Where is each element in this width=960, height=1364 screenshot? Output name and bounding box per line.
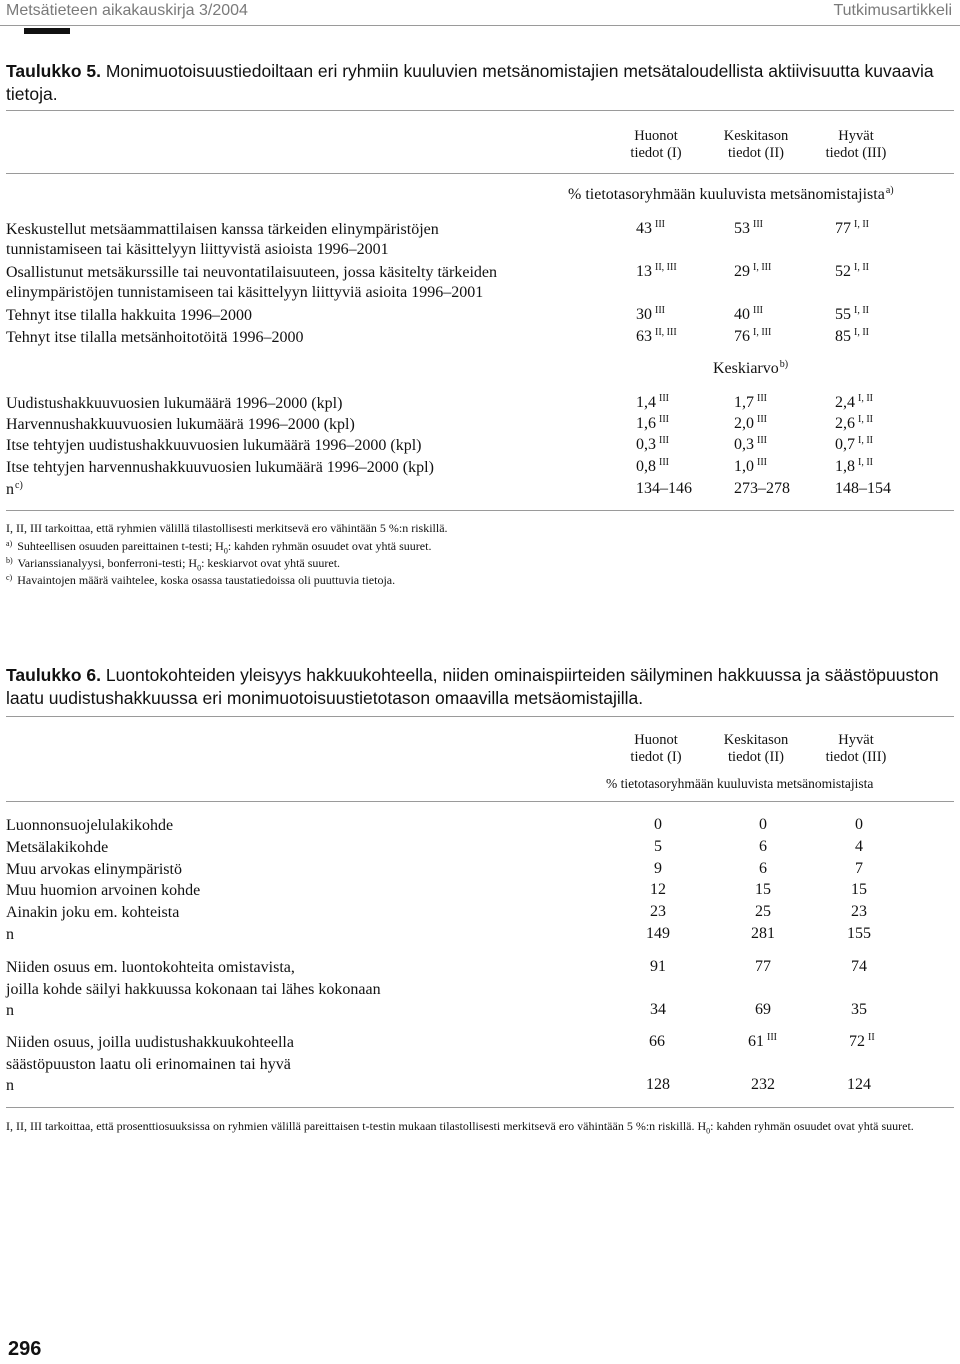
table5-row-1-label xyxy=(6,220,439,260)
table6-c-c1: 66 xyxy=(649,1033,665,1050)
table6-b-c2: 77 xyxy=(755,958,771,975)
note-text: Varianssianalyysi, bonferroni-testi; H xyxy=(14,556,198,570)
label-line1: Niiden osuus, joilla uudistushakkuukohteella xyxy=(6,1034,294,1051)
label-line2: tunnistamiseen tai käsittelyyn liittyvistä asioista 1996–2001 xyxy=(6,241,389,258)
table6-n2-c1: 34 xyxy=(650,1001,666,1018)
table6-b-c1: 91 xyxy=(650,958,666,975)
table5-r2-c3 xyxy=(835,263,869,281)
subhead-text: % tietotasoryhmään kuuluvista metsänomistajista xyxy=(568,186,885,203)
sig: I, II xyxy=(858,457,873,468)
value: 2,6 xyxy=(835,415,855,432)
table5-caption-label: Taulukko 5. xyxy=(6,61,101,81)
sig: III xyxy=(753,219,763,230)
table5-mean-row-3-label: Itse tehtyjen uudistushakkuuvuosien lukumäärä 1996–2000 (kpl) xyxy=(6,437,422,454)
table5-m1-c3 xyxy=(835,394,873,412)
sig: III xyxy=(757,435,767,446)
col-line1: Huonot xyxy=(634,128,678,144)
label-line2: elinympäristöjen tunnistamiseen tai käsittelyyn liittyviä asioita 1996–2001 xyxy=(6,284,484,301)
sig: III xyxy=(659,435,669,446)
value: 63 xyxy=(636,328,652,345)
sig: III xyxy=(659,414,669,425)
col-line1: Huonot xyxy=(634,732,678,748)
label-line2: joilla kohde säilyi hakkuussa kokonaan tai lähes kokonaan xyxy=(6,981,381,998)
sig: I, III xyxy=(753,327,772,338)
table6-header-rule xyxy=(6,801,954,802)
subhead-sup: b) xyxy=(779,359,789,370)
table6-r2-c3: 4 xyxy=(855,838,863,855)
note-text2: : kahden ryhmän osuudet ovat yhtä suuret. xyxy=(710,1119,914,1133)
table6-n1-c3: 155 xyxy=(847,925,871,942)
col-line2: tiedot (II) xyxy=(728,145,784,161)
value: 53 xyxy=(734,220,750,237)
table5-row-4-label: Tehnyt itse tilalla metsänhoitotöitä 1996–2000 xyxy=(6,329,304,346)
table6-c-c3 xyxy=(849,1033,875,1051)
label-line2: säästöpuuston laatu oli erinomainen tai hyvä xyxy=(6,1056,291,1073)
table6-note xyxy=(6,1118,956,1139)
table6-r2-c2: 6 xyxy=(759,838,767,855)
col-line1: Keskitason xyxy=(723,732,789,748)
value: 13 xyxy=(636,263,652,280)
table5-row-2-label xyxy=(6,263,497,303)
table5-m3-c1 xyxy=(636,436,669,454)
table6-n3-label: n xyxy=(6,1077,14,1094)
n-sup: c) xyxy=(15,480,23,491)
table6-pct-subhead: % tietotasoryhmään kuuluvista metsänomistajista xyxy=(606,776,874,791)
value: 40 xyxy=(734,306,750,323)
col-line2: tiedot (I) xyxy=(630,749,682,765)
table5-r4-c1 xyxy=(636,328,677,346)
value: 2,4 xyxy=(835,394,855,411)
note-text2: : keskiarvot ovat yhtä suuret. xyxy=(201,556,341,570)
table6-bottom-rule xyxy=(6,1107,954,1108)
label-line1: Osallistunut metsäkurssille tai neuvontatilaisuuteen, jossa käsitelty tärkeiden xyxy=(6,264,498,281)
col-line2: tiedot (II) xyxy=(728,749,784,765)
table6-n2-label: n xyxy=(6,1002,14,1019)
table6-r3-c1: 9 xyxy=(654,860,662,877)
label-line1: Keskustellut metsäammattilaisen kanssa tärkeiden elinympäristöjen xyxy=(6,221,439,238)
table5-r1-c1 xyxy=(636,220,665,238)
table6-caption xyxy=(6,664,954,710)
sig: III xyxy=(655,219,665,230)
table6-r2-c1: 5 xyxy=(654,838,662,855)
table6-n3-c3: 124 xyxy=(847,1076,871,1093)
table5-note-c xyxy=(6,572,395,588)
table6-r1-c2: 0 xyxy=(759,816,767,833)
sig: I, II xyxy=(854,262,869,273)
table5-m1-c1 xyxy=(636,394,669,412)
col-line1: Keskitason xyxy=(723,128,789,144)
table5-bottom-rule xyxy=(6,510,954,511)
value: 0,3 xyxy=(636,436,656,453)
table5-r4-c2 xyxy=(734,328,771,346)
table5-m4-c1 xyxy=(636,458,669,476)
table6-top-rule xyxy=(6,716,954,717)
table5-r1-c2 xyxy=(734,220,763,238)
table5-mean-subhead xyxy=(713,360,788,378)
value: 2,0 xyxy=(734,415,754,432)
table5-r3-c2 xyxy=(734,306,763,324)
table5-r3-c3 xyxy=(835,306,869,324)
table6-n1-c1: 149 xyxy=(646,925,670,942)
value: 43 xyxy=(636,220,652,237)
col-line1: Hyvät xyxy=(838,128,874,144)
table5-caption-text: Monimuotoisuustiedoiltaan eri ryhmiin kuuluvien metsänomistajien metsätaloudellista aktiivisuutta kuvaavia tietoja. xyxy=(6,61,934,104)
col-line1: Hyvät xyxy=(838,732,874,748)
table5-n-label xyxy=(6,480,23,500)
note-text: Suhteellisen osuuden pareittainen t-testi; H xyxy=(14,539,224,553)
table5-m4-c2 xyxy=(734,458,767,476)
sig: III xyxy=(757,414,767,425)
note-sub: 0 xyxy=(223,546,228,556)
note-text2: : kahden ryhmän osuudet ovat yhtä suuret. xyxy=(227,539,432,553)
table5-m2-c2 xyxy=(734,415,767,433)
note-sub: 0 xyxy=(706,1126,711,1136)
table5-header-rule xyxy=(6,173,954,174)
sig: III xyxy=(655,305,665,316)
table6-n3-c1: 128 xyxy=(646,1076,670,1093)
sig: III xyxy=(767,1032,777,1043)
value: 1,4 xyxy=(636,394,656,411)
table5-r2-c2 xyxy=(734,263,771,281)
table5-n-c3: 148–154 xyxy=(835,480,891,497)
table6-row-4-label: Muu huomion arvoinen kohde xyxy=(6,882,201,899)
sig: I, II xyxy=(854,219,869,230)
subhead-text: Keskiarvo xyxy=(713,360,779,377)
col-line2: tiedot (I) xyxy=(630,145,682,161)
col-line2: tiedot (III) xyxy=(825,749,887,765)
table6-c-c2 xyxy=(748,1033,777,1051)
table5-m3-c2 xyxy=(734,436,767,454)
value: 55 xyxy=(835,306,851,323)
table5-mean-row-2-label: Harvennushakkuuvuosien lukumäärä 1996–2000 (kpl) xyxy=(6,416,355,433)
sig: III xyxy=(659,393,669,404)
table5-n-c2: 273–278 xyxy=(734,480,790,497)
table5-r3-c1 xyxy=(636,306,665,324)
section-title: Tutkimusartikkeli xyxy=(833,2,952,19)
value: 72 xyxy=(849,1033,865,1050)
table6-block-b-label xyxy=(6,958,381,1000)
note-sup: a) xyxy=(6,539,13,548)
label-line1: Niiden osuus em. luontokohteita omistavista, xyxy=(6,959,295,976)
value: 0,7 xyxy=(835,436,855,453)
sig: I, II xyxy=(854,305,869,316)
table5-n-c1: 134–146 xyxy=(636,480,692,497)
sig: III xyxy=(753,305,763,316)
table5-mean-row-4-label: Itse tehtyjen harvennushakkuuvuosien lukumäärä 1996–2000 (kpl) xyxy=(6,459,434,476)
sig: I, II xyxy=(854,327,869,338)
value: 52 xyxy=(835,263,851,280)
subhead-sup: a) xyxy=(885,185,894,196)
table5-top-rule xyxy=(6,110,954,111)
value: 0,8 xyxy=(636,458,656,475)
table6-r5-c1: 23 xyxy=(650,903,666,920)
table6-caption-label: Taulukko 6. xyxy=(6,665,101,685)
table6-row-2-label: Metsälakikohde xyxy=(6,839,109,856)
table6-r4-c2: 15 xyxy=(755,881,771,898)
table6-r5-c3: 23 xyxy=(851,903,867,920)
table5-mean-row-1-label: Uudistushakkuuvuosien lukumäärä 1996–2000 (kpl) xyxy=(6,395,343,412)
table6-n1-c2: 281 xyxy=(751,925,775,942)
table5-note-sig: I, II, III tarkoittaa, että ryhmien välillä tilastollisesti merkitsevä ero vähintään 5 %:n riskillä. xyxy=(6,521,448,535)
note-sup: c) xyxy=(6,573,13,582)
col-line2: tiedot (III) xyxy=(825,145,887,161)
sig: I, II xyxy=(858,414,873,425)
table6-row-1-label: Luonnonsuojelulakikohde xyxy=(6,817,174,834)
table5-m2-c1 xyxy=(636,415,669,433)
table6-col-3-header xyxy=(796,732,916,766)
table6-r5-c2: 25 xyxy=(755,903,771,920)
value: 1,8 xyxy=(835,458,855,475)
value: 29 xyxy=(734,263,750,280)
note-sup: b) xyxy=(6,556,13,565)
sig: III xyxy=(757,457,767,468)
table6-caption-text: Luontokohteiden yleisyys hakkuukohteella, niiden ominaispiirteiden säilyminen hakkuussa ja säästöpuuston laatu uudistushakkuussa eri monimuotoisuustietotason omaavilla metsäomistajilla. xyxy=(6,665,939,708)
table6-r1-c3: 0 xyxy=(855,816,863,833)
page-number: 296 xyxy=(8,1338,42,1360)
value: 85 xyxy=(835,328,851,345)
table6-r4-c3: 15 xyxy=(851,881,867,898)
table5-r1-c3 xyxy=(835,220,869,238)
table6-row-3-label: Muu arvokas elinympäristö xyxy=(6,861,182,878)
header-bar xyxy=(24,28,70,34)
table5-m1-c2 xyxy=(734,394,767,412)
value: 1,0 xyxy=(734,458,754,475)
value: 1,6 xyxy=(636,415,656,432)
table6-b-c3: 74 xyxy=(851,958,867,975)
table5-col-3-header xyxy=(796,128,916,162)
sig: I, II xyxy=(858,435,873,446)
table6-r3-c2: 6 xyxy=(759,860,767,877)
table5-row-3-label: Tehnyt itse tilalla hakkuita 1996–2000 xyxy=(6,307,252,324)
table6-row-5-label: Ainakin joku em. kohteista xyxy=(6,904,180,921)
table5-caption xyxy=(6,60,954,106)
table5-pct-subhead xyxy=(568,186,894,204)
table6-n1-label: n xyxy=(6,926,14,943)
table6-r4-c1: 12 xyxy=(650,881,666,898)
table6-n2-c3: 35 xyxy=(851,1001,867,1018)
value: 61 xyxy=(748,1033,764,1050)
table5-m4-c3 xyxy=(835,458,873,476)
value: 0,3 xyxy=(734,436,754,453)
table5-m2-c3 xyxy=(835,415,873,433)
value: 30 xyxy=(636,306,652,323)
note-text: I, II, III tarkoittaa, että prosenttiosuuksissa on ryhmien välillä pareittaisen t-testin mukaan tilastollisesti merkitsevä ero vähintään 5 %:n riskillä. H xyxy=(6,1119,707,1133)
value: 1,7 xyxy=(734,394,754,411)
journal-title: Metsätieteen aikakauskirja 3/2004 xyxy=(6,2,248,19)
sig: II, III xyxy=(655,327,677,338)
note-text: Havaintojen määrä vaihtelee, koska osassa taustatiedoissa oli puuttuvia tietoja. xyxy=(14,573,396,587)
n-text: n xyxy=(6,481,14,498)
header-rule xyxy=(0,25,960,26)
sig: III xyxy=(757,393,767,404)
sig: III xyxy=(659,457,669,468)
table5-r4-c3 xyxy=(835,328,869,346)
table6-block-c-label xyxy=(6,1033,294,1075)
sig: II, III xyxy=(655,262,677,273)
table6-r1-c1: 0 xyxy=(654,816,662,833)
table6-n2-c2: 69 xyxy=(755,1001,771,1018)
table6-r3-c3: 7 xyxy=(855,860,863,877)
table5-m3-c3 xyxy=(835,436,873,454)
sig: I, III xyxy=(753,262,772,273)
table5-r2-c1 xyxy=(636,263,677,281)
value: 76 xyxy=(734,328,750,345)
sig: I, II xyxy=(858,393,873,404)
note-sub: 0 xyxy=(197,563,202,573)
sig: II xyxy=(868,1032,875,1043)
table6-n3-c2: 232 xyxy=(751,1076,775,1093)
value: 77 xyxy=(835,220,851,237)
